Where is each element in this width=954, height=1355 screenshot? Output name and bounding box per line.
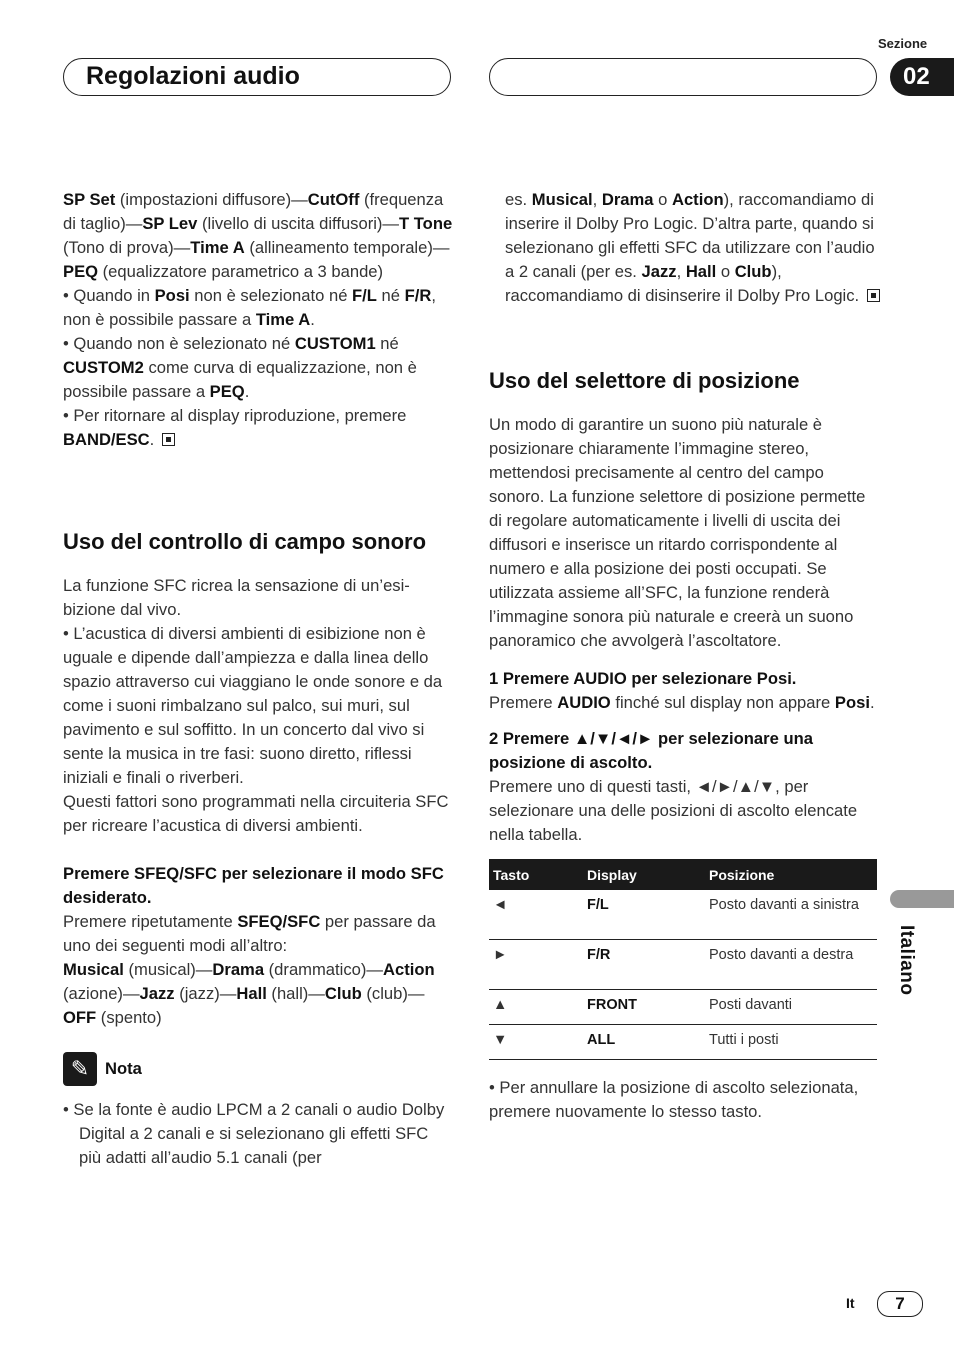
bullet-band-esc: • Per ritornare al display riproduzione, premere BAND/ESC.: [63, 406, 407, 449]
page-number: 7: [877, 1291, 923, 1317]
step-1-title: 1 Premere AUDIO per selezionare Posi.: [489, 669, 797, 688]
display-value: F/L: [583, 890, 705, 940]
note-label: Nota: [105, 1059, 142, 1078]
heading-sound-field: Uso del controllo di campo sonoro: [63, 529, 427, 554]
position-value: Tutti i posti: [705, 1025, 877, 1060]
section-label: Sezione: [878, 36, 928, 51]
display-value: FRONT: [583, 990, 705, 1025]
sfc-factors: Questi fattori sono programmati nella circuiteria SFC per ricreare l’acustica di diversi ambienti.: [63, 792, 449, 835]
step-1-body: Premere AUDIO finché sul display non appare Posi.: [489, 693, 875, 712]
page-title: Regolazioni audio: [86, 62, 300, 90]
pencil-note-icon: ✎: [63, 1052, 97, 1086]
table-row: [489, 890, 877, 940]
col-header-tasto: Tasto: [489, 859, 583, 890]
bullet-acoustics: • L’acustica di diversi ambienti di esibizione non è uguale e dipende dall’ampiezza e dalla linea dello spazio attraverso cui viaggiano le onde sonore e da come i suoni rimbalzano sul palco, sui muri, sul pavimento e sul soffitto. In un concerto dal vivo si sente la musica in tre fasi: suono diretto, riflessi iniziali e finali o riverberi.: [63, 624, 443, 787]
step-2-body: Premere uno di questi tasti, ◄/►/▲/▼, per selezionare una delle posizioni di ascolto elencate nella tabella.: [489, 777, 858, 844]
key-up-arrow-icon: ▲: [489, 990, 583, 1025]
section-number-badge: 02: [890, 58, 954, 96]
position-value: Posto davanti a destra: [705, 940, 877, 990]
sp-set-sequence: SP Set (impostazioni diffusore)—CutOff (frequenza di taglio)—SP Lev (livello di uscita diffusori)—T Tone (Tono di prova)—Time A (allineamento temporale)—PEQ (equalizzatore parametrico a 3 bande): [63, 190, 453, 281]
bullet-posi: • Quando in Posi non è selezionato né F/L né F/R, non è possibile passare a Time A.: [63, 286, 436, 329]
language-tab-marker: [890, 890, 954, 908]
table-row: [489, 1025, 877, 1060]
bullet-custom: • Quando non è selezionato né CUSTOM1 né CUSTOM2 come curva di equalizzazione, non è possibile passare a PEQ.: [63, 334, 417, 401]
table-row: [489, 990, 877, 1025]
header-right-frame: [489, 58, 877, 96]
table-row: [489, 940, 877, 990]
step-sfeq-title: Premere SFEQ/SFC per selezionare il modo SFC desiderato.: [63, 864, 444, 907]
step-2-title: 2 Premere ▲/▼/◄/► per selezionare una posizione di ascolto.: [489, 729, 813, 772]
col-header-display: Display: [583, 859, 705, 890]
key-left-arrow-icon: ◄: [489, 890, 583, 940]
end-mark-icon: [867, 289, 880, 302]
position-intro: Un modo di garantire un suono più naturale è posizionare chiaramente l’immagine stereo, mettendosi precisamente al centro del campo sonoro. La funzione selettore di posizione permette di regolare automaticamente i livelli di uscita dei diffusori e inserisce un ritardo corrispondente al numero e alla posizione dei posti occupati. Se utilizzata assieme all’SFC, la funzione renderà l’immagine sonora più naturale e creerà un suono panoramico che avvolgerà l’ascoltatore.: [489, 415, 866, 650]
sfc-modes-sequence: Musical (musical)—Drama (drammatico)—Action (azione)—Jazz (jazz)—Hall (hall)—Club (club)—OFF (spento): [63, 960, 435, 1027]
position-value: Posti davanti: [705, 990, 877, 1025]
sfc-intro: La funzione SFC ricrea la sensazione di un’esibizione dal vivo.: [63, 576, 410, 619]
key-right-arrow-icon: ►: [489, 940, 583, 990]
position-table: [489, 859, 877, 1060]
language-side-label: Italiano: [896, 925, 917, 996]
step-sfeq-body: Premere ripetutamente SFEQ/SFC per passare da uno dei seguenti modi all’altro:: [63, 912, 436, 955]
note-header: [63, 1052, 453, 1086]
right-column: [489, 188, 881, 1124]
display-value: F/R: [583, 940, 705, 990]
key-down-arrow-icon: ▼: [489, 1025, 583, 1060]
bullet-cancel-position: • Per annullare la posizione di ascolto selezionata, premere nuovamente lo stesso tasto.: [489, 1078, 859, 1121]
col-header-posizione: Posizione: [705, 859, 877, 890]
note-continued: es. Musical, Drama o Action), raccomandiamo di inserire il Dolby Pro Logic. D’altra parte, quando si selezionano gli effetti SFC da utilizzare con l’audio a 2 canali (per es. Jazz, Hall o Club), raccomandiamo di disinserire il Dolby Pro Logic.: [489, 188, 881, 308]
left-column: [63, 188, 453, 1170]
position-value: Posto davanti a sinistra: [705, 890, 877, 940]
display-value: ALL: [583, 1025, 705, 1060]
end-mark-icon: [162, 433, 175, 446]
table-header-row: [489, 859, 877, 890]
note-text: • Se la fonte è audio LPCM a 2 canali o audio Dolby Digital a 2 canali e si selezionano gli effetti SFC più adatti all’audio 5.1 canali (per: [63, 1100, 445, 1167]
heading-position-selector: Uso del selettore di posizione: [489, 368, 800, 393]
footer-language: It: [846, 1295, 855, 1311]
